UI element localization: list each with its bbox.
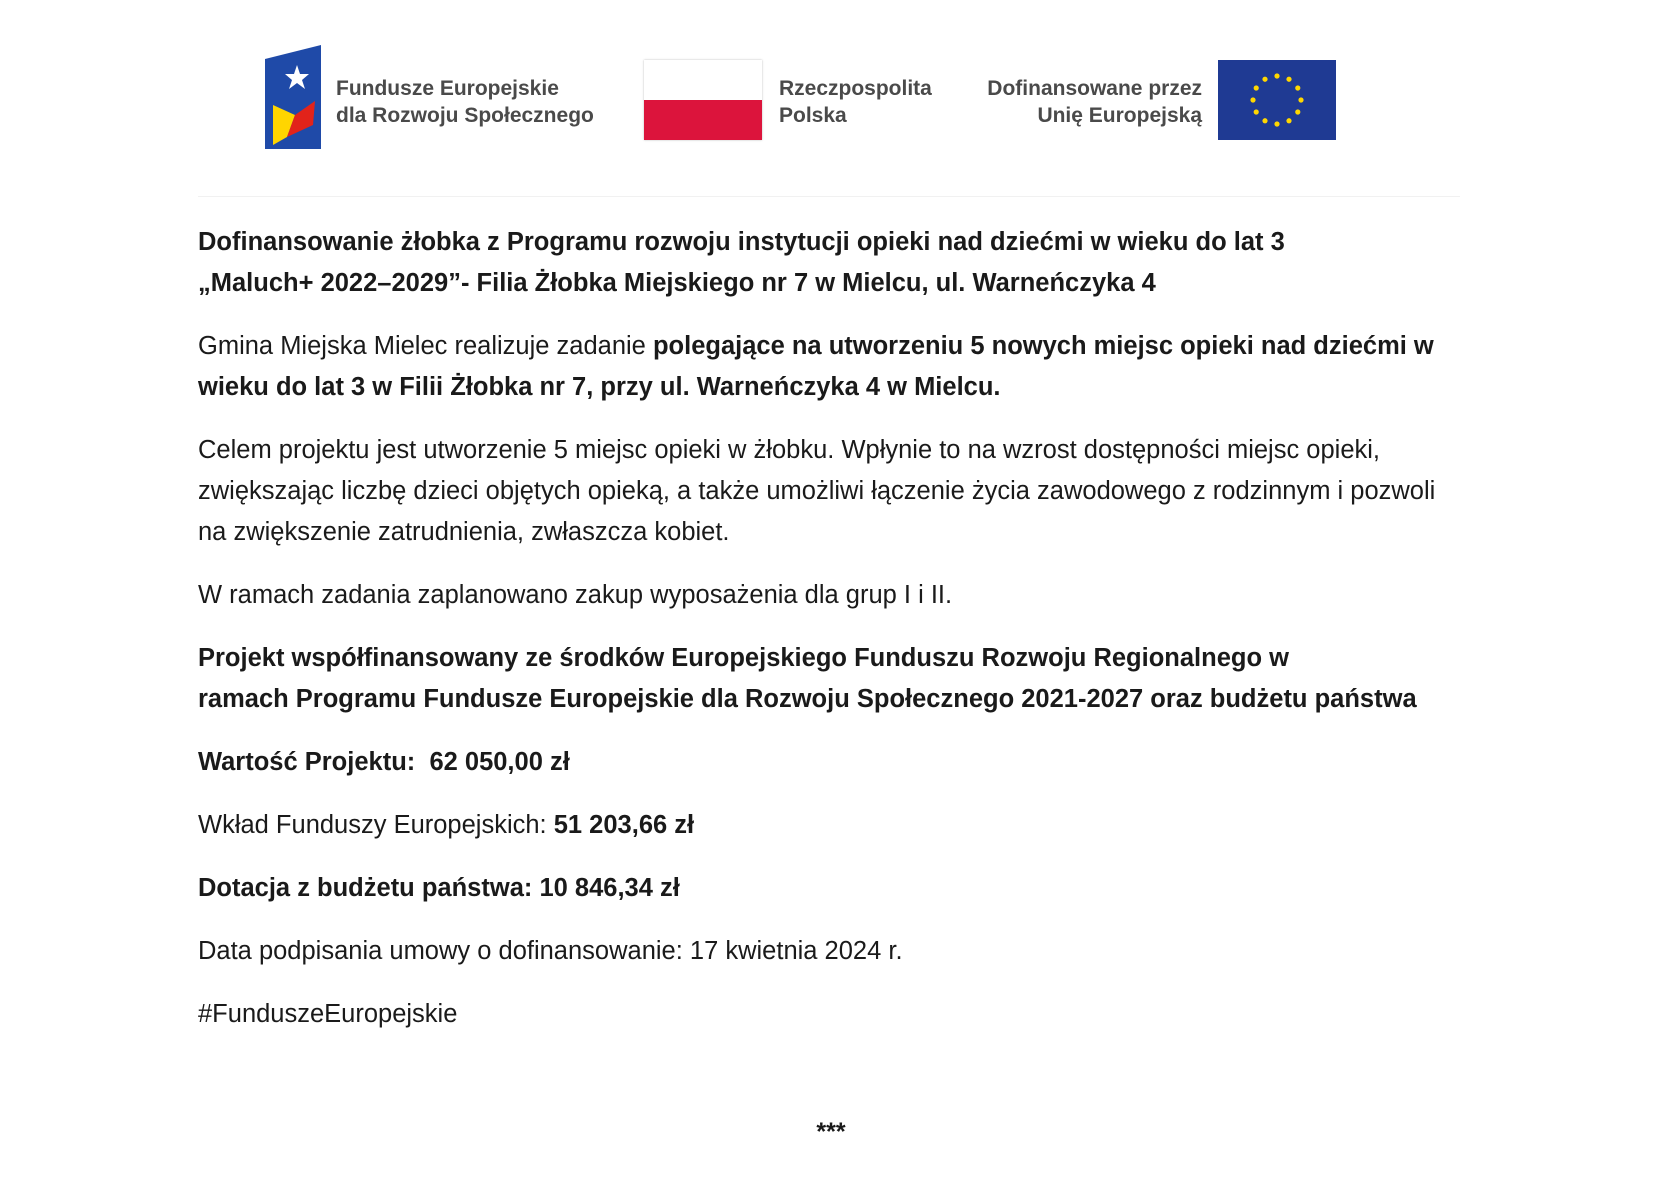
project-value-label: Wartość Projektu:	[198, 748, 430, 776]
project-value-amount: 62 050,00 zł	[429, 748, 570, 776]
state-grant: Dotacja z budżetu państwa: 10 846,34 zł	[198, 874, 680, 902]
header-divider	[198, 196, 1460, 197]
eu-contribution	[198, 805, 1460, 846]
pl-logo-line2: Polska	[779, 104, 847, 127]
goal-paragraph: Celem projektu jest utworzenie 5 miejsc opieki w żłobku. Wpłynie to na wzrost dostępności miejsc opieki, zwiększając liczbę dzieci objętych opieką, a także umożliwi łączenie życia zawodowego z rodzinnym i pozwoli na zwiększenie zatrudnienia, zwłaszcza kobiet.	[198, 436, 1436, 546]
title-line2: „Maluch+ 2022–2029”- Filia Żłobka Miejskiego nr 7 w Mielcu, ul. Warneńczyka 4	[198, 269, 1156, 297]
logo-bar	[0, 0, 1654, 160]
document-title	[198, 222, 1460, 304]
fe-logo-line2: dla Rozwoju Społecznego	[336, 104, 594, 127]
rzeczpospolita-polska-text	[779, 75, 932, 129]
intro-bold-text: polegające na utworzeniu 5 nowych miejsc opieki nad dziećmi w wieku do lat 3 w Filii Żłobka nr 7, przy ul. Warneńczyka 4 w Mielcu.	[198, 332, 1434, 401]
eu-star-icon	[1254, 109, 1259, 114]
eu-flag-icon	[1218, 60, 1336, 140]
cofinancing-line1: Projekt współfinansowany ze środków Europejskiego Funduszu Rozwoju Regionalnego w	[198, 644, 1289, 672]
eu-star-icon	[1254, 85, 1259, 90]
fundusze-europejskie-logo-icon	[265, 45, 321, 149]
eu-contribution-label: Wkład Funduszy Europejskich:	[198, 811, 554, 839]
signing-date: Data podpisania umowy o dofinansowanie: 17 kwietnia 2024 r.	[198, 937, 903, 965]
intro-paragraph	[198, 326, 1460, 408]
eu-star-icon	[1286, 118, 1291, 123]
hashtag: #FunduszeEuropejskie	[198, 1000, 458, 1028]
eu-star-icon	[1295, 109, 1300, 114]
intro-text: Gmina Miejska Mielec realizuje zadanie	[198, 332, 653, 360]
pl-logo-line1: Rzeczpospolita	[779, 77, 932, 100]
eu-logo-line1: Dofinansowane przez	[987, 77, 1202, 100]
cofinancing-line2: ramach Programu Fundusze Europejskie dla Rozwoju Społecznego 2021-2027 oraz budżetu państwa	[198, 685, 1417, 713]
eu-star-icon	[1298, 97, 1303, 102]
eu-logo-line2: Unię Europejską	[1037, 104, 1202, 127]
polish-flag-icon	[644, 60, 762, 140]
title-line1: Dofinansowanie żłobka z Programu rozwoju instytucji opieki nad dziećmi w wieku do lat 3	[198, 228, 1285, 256]
document-body	[198, 222, 1460, 1057]
eu-star-icon	[1250, 97, 1255, 102]
project-value	[198, 742, 1460, 783]
eu-star-icon	[1262, 77, 1267, 82]
fe-logo-line1: Fundusze Europejskie	[336, 77, 559, 100]
eu-contribution-amount: 51 203,66 zł	[553, 811, 695, 839]
eu-star-icon	[1286, 77, 1291, 82]
eu-star-icon	[1274, 121, 1279, 126]
eu-star-icon	[1295, 85, 1300, 90]
eu-star-icon	[1262, 118, 1267, 123]
eu-star-icon	[1274, 73, 1279, 78]
eu-cofinanced-text	[987, 75, 1202, 129]
fundusze-europejskie-logo-text	[336, 75, 594, 129]
equipment-paragraph: W ramach zadania zaplanowano zakup wyposażenia dla grup I i II.	[198, 581, 953, 609]
section-separator: ***	[816, 1118, 846, 1146]
cofinancing-paragraph	[198, 638, 1460, 720]
